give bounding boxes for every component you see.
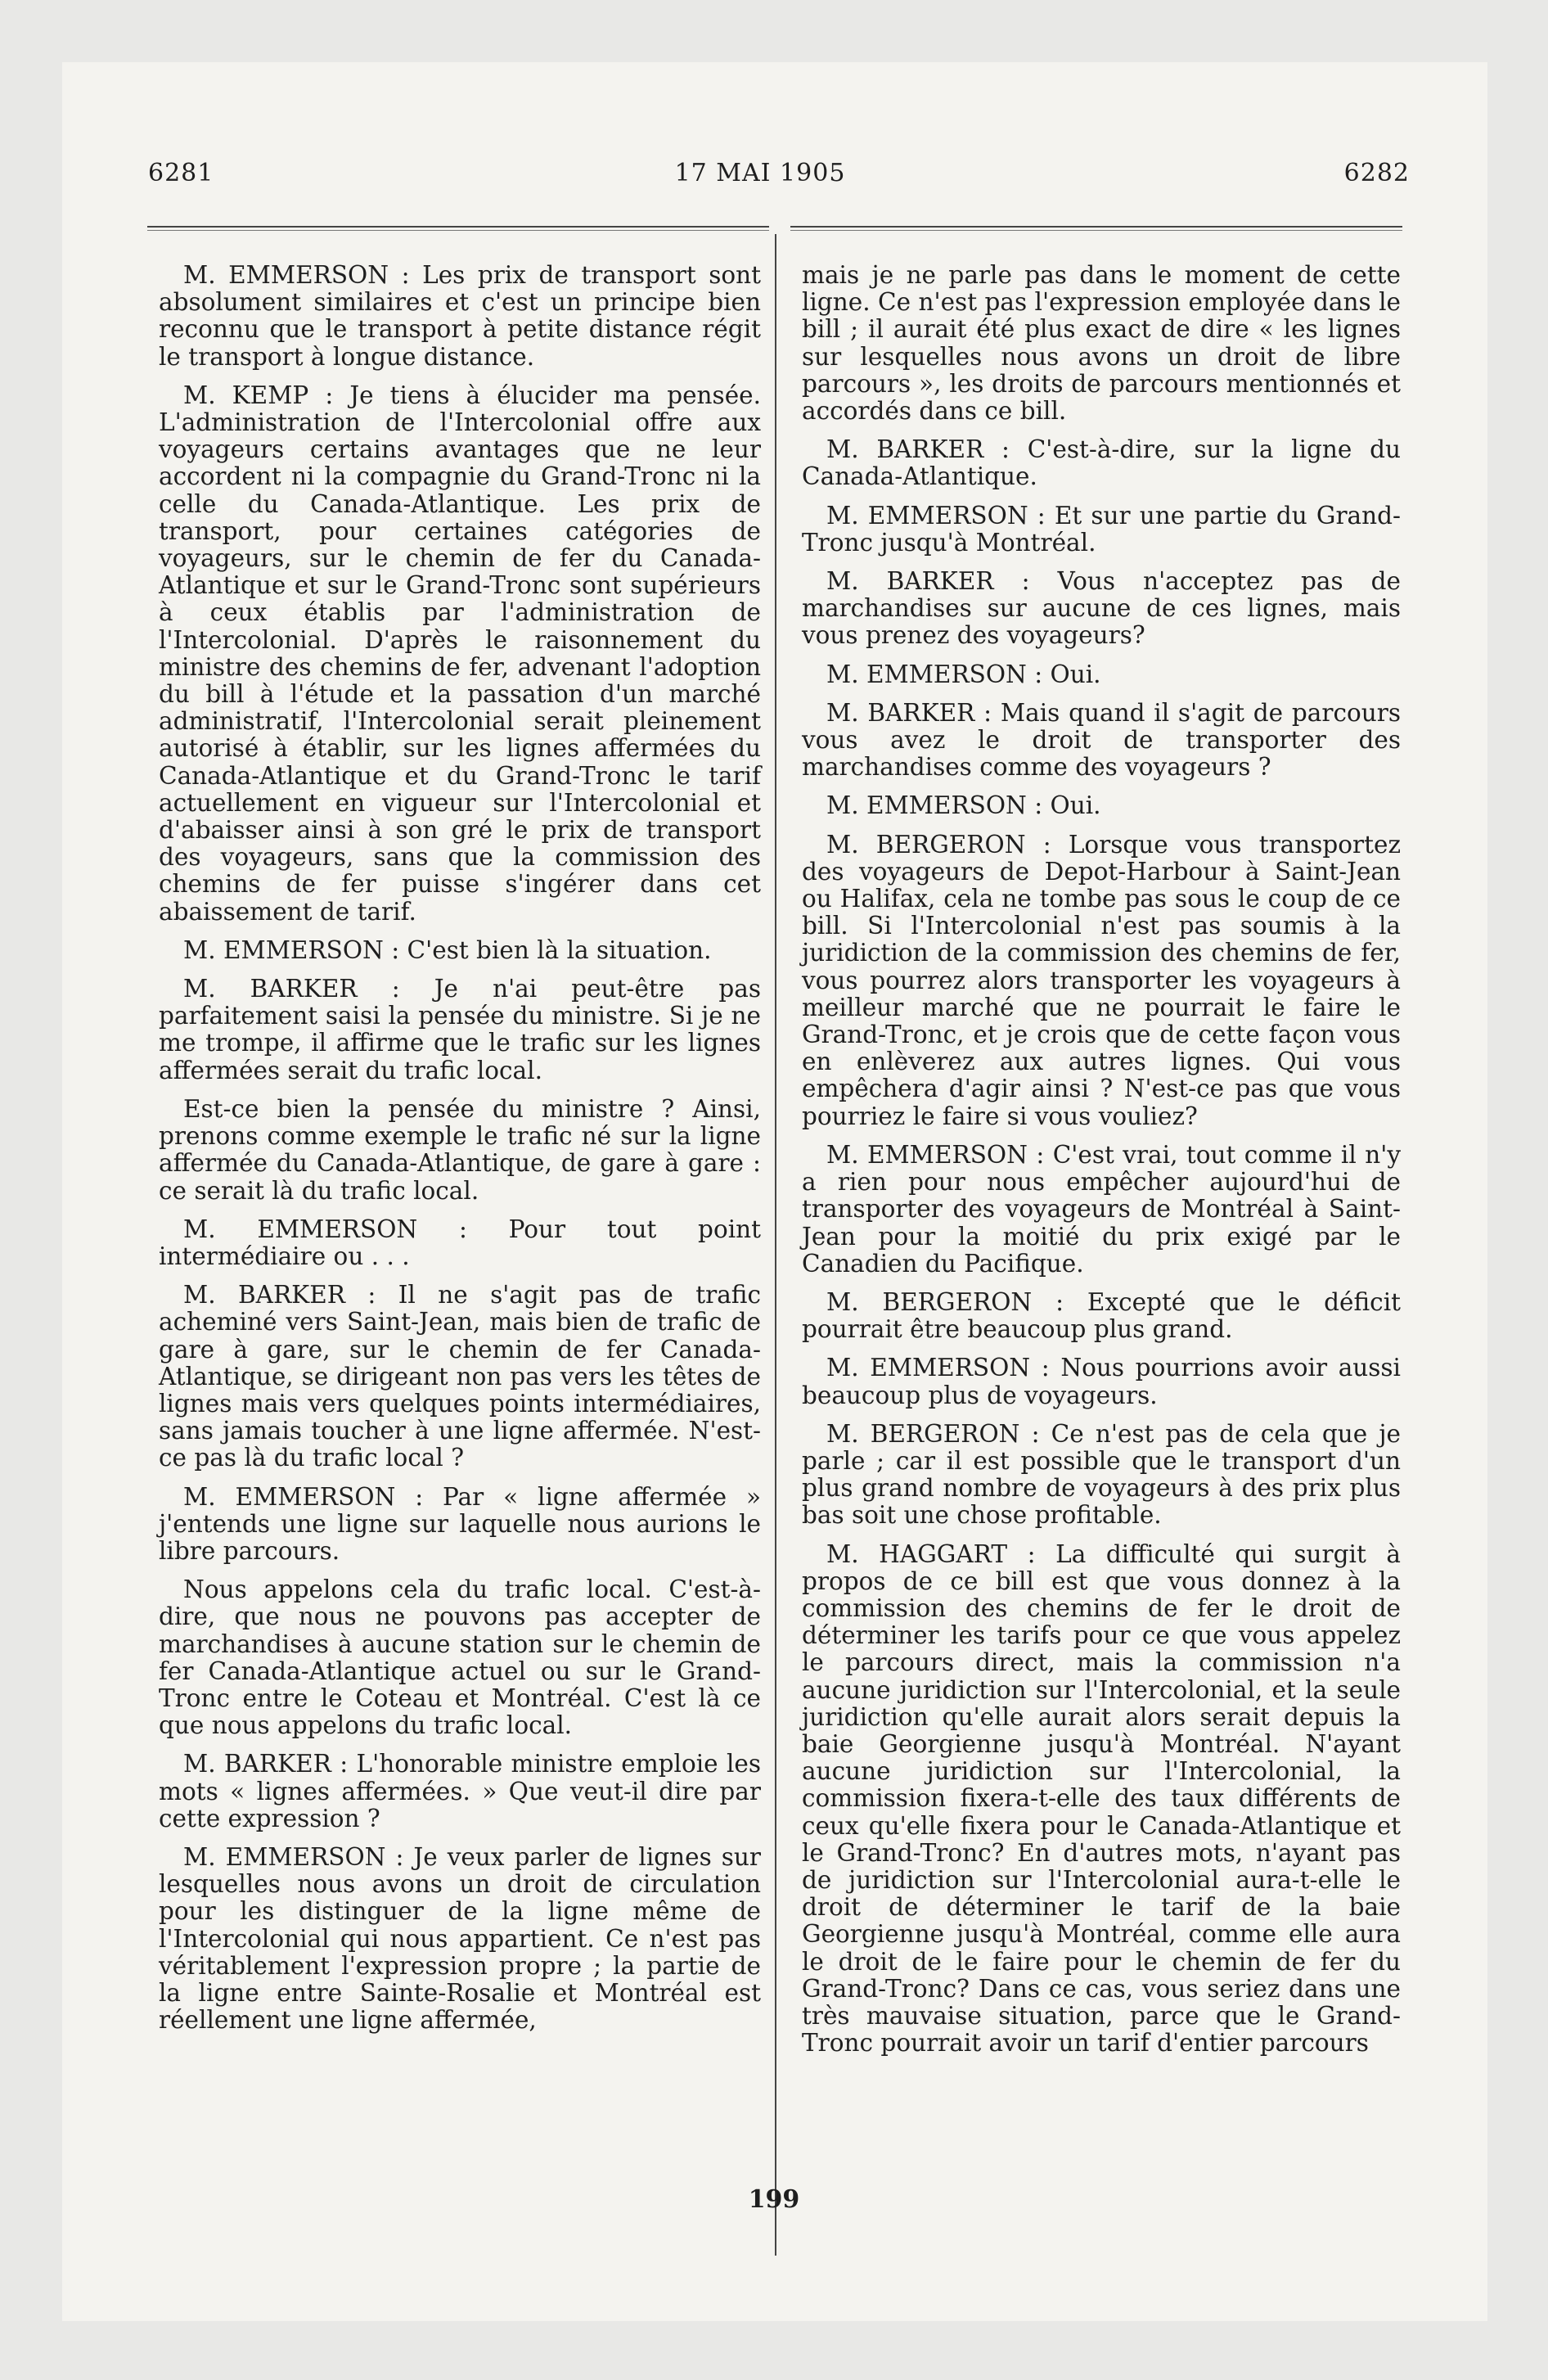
paragraph: M. BARKER : Il ne s'agit pas de trafic acheminé vers Saint-Jean, mais bien de trafic de gare à gare, sur le chemin de fer Canada-Atlantique, se dirigeant non pas vers les têtes de lignes mais vers quelques points intermédiaires, sans jamais toucher à une ligne affermée. N'est-ce pas là du trafic local ? [159, 1281, 761, 1472]
header-rule-left [147, 226, 769, 231]
right-page-number: 6282 [1343, 159, 1410, 187]
paragraph: M. EMMERSON : Nous pourrions avoir aussi beaucoup plus de voyageurs. [802, 1354, 1401, 1409]
page-header [83, 103, 1438, 187]
paragraph: M. BERGERON : Excepté que le déficit pourrait être beaucoup plus grand. [802, 1287, 1401, 1344]
paragraph: M. EMMERSON : Oui. [826, 660, 1101, 688]
paragraph: M. BERGERON : Ce n'est pas de cela que je parle ; car il est possible que le transport d'un plus grand nombre de voyageurs à des prix plus bas soit une chose profitable. [802, 1419, 1401, 1530]
paragraph: M. EMMERSON : Pour tout point intermédiaire ou . . . [159, 1215, 761, 1270]
paragraph: Est-ce bien la pensée du ministre ? Ainsi, prenons comme exemple le trafic né sur la ligne affermée du Canada-Atlantique, de gare à gare : ce serait là du trafic local. [159, 1094, 761, 1205]
paragraph: M. EMMERSON : Par « ligne affermée » j'entends une ligne sur laquelle nous aurions le libre parcours. [159, 1482, 761, 1565]
right-column [802, 262, 1401, 2068]
paragraph: M. EMMERSON : Les prix de transport sont absolument similaires et c'est un principe bien reconnu que le transport à petite distance régit le transport à longue distance. [159, 261, 761, 371]
paragraph: M. EMMERSON : Je veux parler de lignes sur lesquelles nous avons un droit de circulation pour les distinguer de la ligne même de l'Intercolonial qui nous appartient. Ce n'est pas véritablement l'expression propre ; la partie de la ligne entre Sainte-Rosalie et Montréal est réellement une ligne affermée, [159, 1842, 761, 2035]
paragraph: M. KEMP : Je tiens à élucider ma pensée. L'administration de l'Intercolonial offre aux voyageurs certains avantages que ne leur accordent ni la compagnie du Grand-Tronc ni la celle du Canada-Atlantique. Les prix de transport, pour certaines catégories de voyageurs, sur le chemin de fer du Canada-Atlantique et sur le Grand-Tronc sont supérieurs à ceux établis par l'administration de l'Intercolonial. D'après le raisonnement du ministre des chemins de fer, advenant l'adoption du bill à l'étude et la passation d'un marché administratif, l'Intercolonial serait pleinement autorisé à établir, sur les lignes affermées du Canada-Atlantique et du Grand-Tronc le tarif actuellement en vigueur sur l'Intercolonial et d'abaisser ainsi à son gré le prix de transport des voyageurs, sans que la commission des chemins de fer puisse s'ingérer dans cet abaissement de tarif. [159, 381, 761, 926]
paragraph: M. BARKER : L'honorable ministre emploie les mots « lignes affermées. » Que veut-il dire par cette expression ? [159, 1750, 761, 1832]
paragraph: M. EMMERSON : Oui. [826, 791, 1101, 820]
paragraph: M. BERGERON : Lorsque vous transportez des voyageurs de Depot-Harbour à Saint-Jean ou Halifax, cela ne tombe pas sous le coup de ce bill. Si l'Intercolonial n'est pas soumis à la juridiction de la commission des chemins de fer, vous pourrez alors transporter les voyageurs à meilleur marché que ne pourrait le faire le Grand-Tronc, et je crois que de cette façon vous en enlèverez aux autres lignes. Qui vous empêchera d'agir ainsi ? N'est-ce pas que vous pourriez le faire si vous vouliez? [802, 830, 1401, 1130]
paragraph: Nous appelons cela du trafic local. C'est-à-dire, que nous ne pouvons pas accepter de marchandises à aucune station sur le chemin de fer Canada-Atlantique actuel ou sur le Grand-Tronc entre le Coteau et Montréal. C'est là ce que nous appelons du trafic local. [159, 1575, 761, 1740]
page-footer-number: 199 [748, 2185, 800, 2214]
left-column [159, 262, 761, 2045]
paragraph: M. BARKER : Je n'ai peut-être pas parfaitement saisi la pensée du ministre. Si je ne me trompe, il affirme que le trafic sur les lignes affermées serait du trafic local. [159, 975, 761, 1084]
column-divider [775, 234, 776, 2256]
paragraph: M. EMMERSON : Et sur une partie du Grand-Tronc jusqu'à Montréal. [802, 501, 1401, 557]
paragraph: M. EMMERSON : C'est vrai, tout comme il n'y a rien pour nous empêcher aujourd'hui de transporter des voyageurs de Montréal à Saint-Jean pour la moitié du prix exigé par le Canadien du Pacifique. [802, 1140, 1401, 1278]
header-date: 17 MAI 1905 [674, 159, 846, 187]
left-page-number: 6281 [148, 159, 214, 187]
paragraph: M. BARKER : C'est-à-dire, sur la ligne du Canada-Atlantique. [802, 435, 1401, 491]
paragraph: M. EMMERSON : C'est bien là la situation. [183, 935, 712, 964]
continued-paragraph: mais je ne parle pas dans le moment de cette ligne. Ce n'est pas l'expression employée dans le bill ; il aurait été plus exact de dire « les lignes sur lesquelles nous avons un droit de libre parcours », les droits de parcours mentionnés et accordés dans ce bill. [802, 261, 1401, 426]
paragraph: M. BARKER : Mais quand il s'agit de parcours vous avez le droit de transporter des marchandises comme des voyageurs ? [802, 698, 1401, 782]
paragraph: M. BARKER : Vous n'acceptez pas de marchandises sur aucune de ces lignes, mais vous prenez des voyageurs? [802, 567, 1401, 650]
paragraph: M. HAGGART : La difficulté qui surgit à propos de ce bill est que vous donnez à la commission des chemins de fer le droit de déterminer les tarifs pour ce que vous appelez le parcours direct, mais la commission n'a aucune juridiction sur l'Intercolonial, et la seule juridiction qu'elle aurait alors serait depuis la baie Georgienne jusqu'à Montréal. N'ayant aucune juridiction sur l'Intercolonial, la commission fixera-t-elle des taux différents de ceux qu'elle fixera pour le Canada-Atlantique et le Grand-Tronc? En d'autres mots, n'ayant pas de juridiction sur l'Intercolonial aura-t-elle le droit de déterminer le tarif de la baie Georgienne jusqu'à Montréal, comme elle aura le droit de le faire pour le chemin de fer du Grand-Tronc? Dans ce cas, vous seriez dans une très mauvaise situation, parce que le Grand-Tronc pourrait avoir un tarif d'entier parcours [802, 1539, 1401, 2058]
header-rule-right [790, 226, 1402, 231]
